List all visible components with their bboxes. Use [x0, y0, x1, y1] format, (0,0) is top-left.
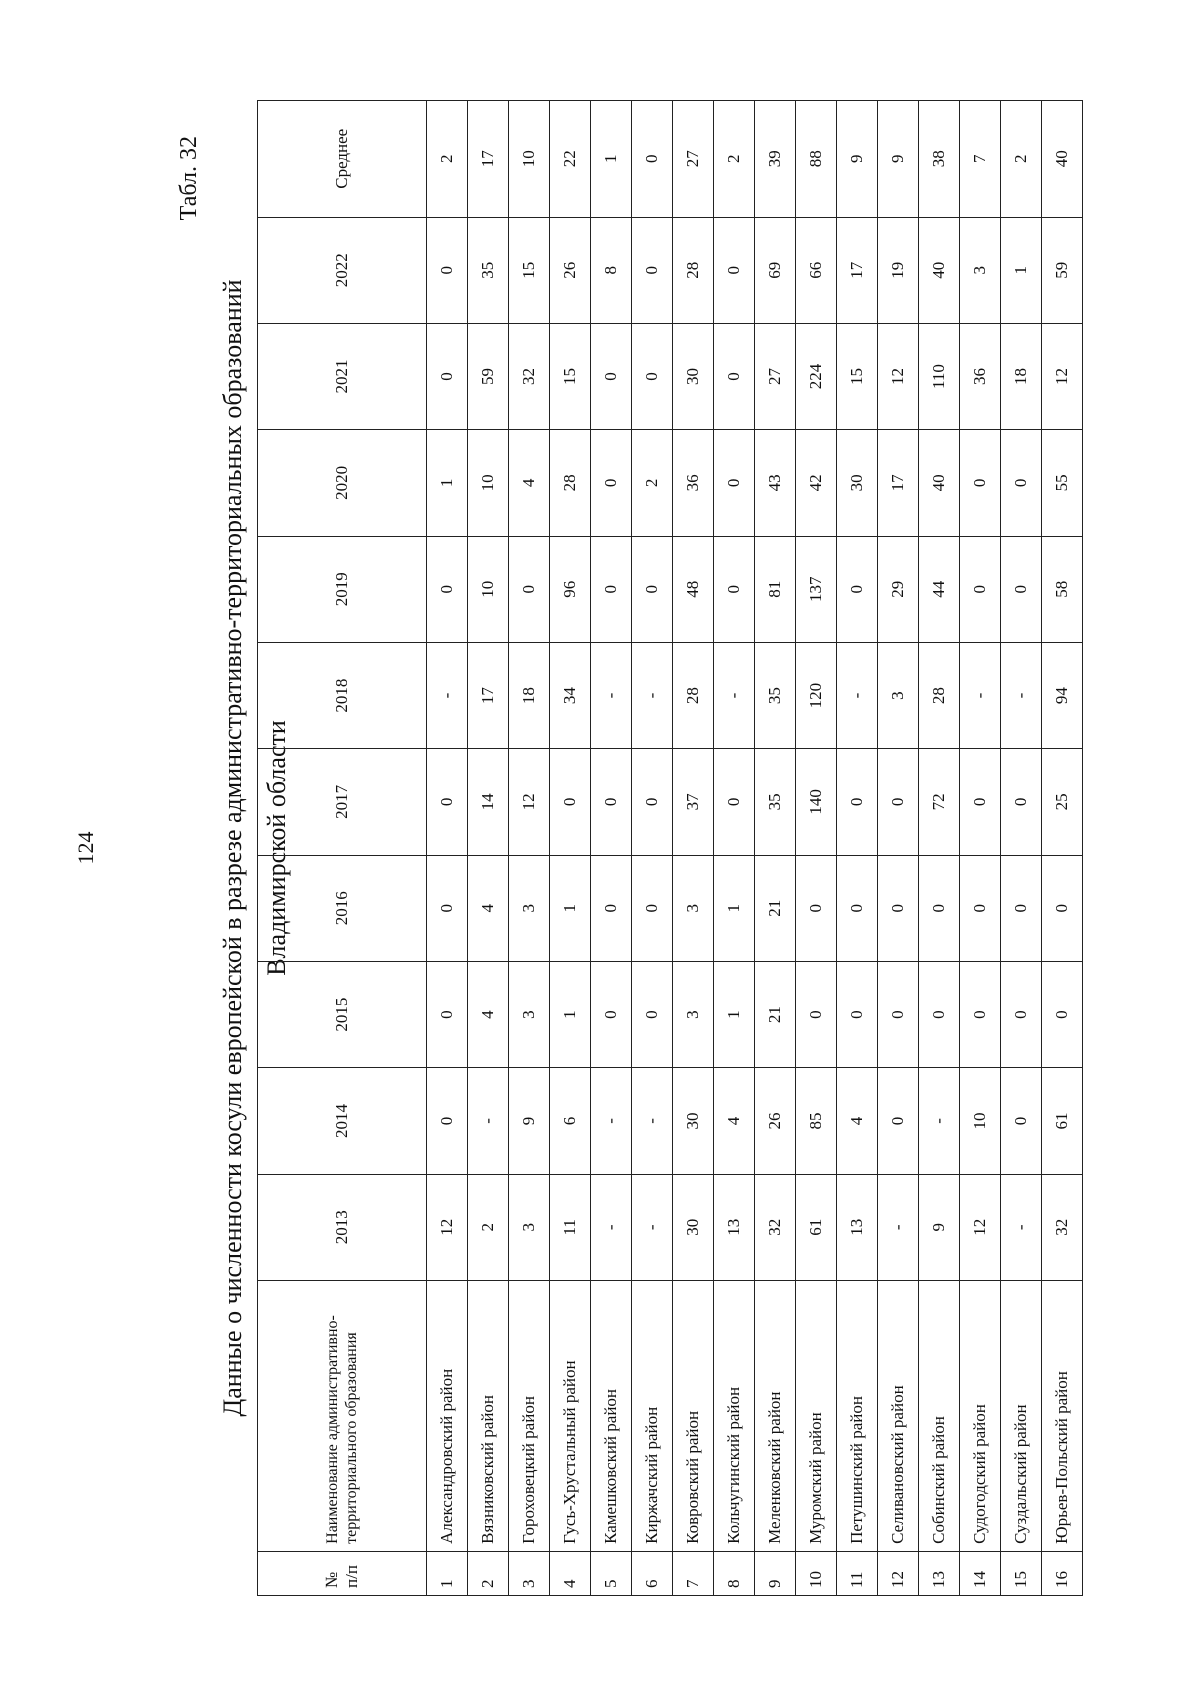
year-value: 0: [632, 855, 673, 961]
year-value: 28: [673, 642, 714, 748]
year-value: 85: [796, 1068, 837, 1174]
year-value: 8: [591, 217, 632, 323]
year-value: 0: [714, 536, 755, 642]
year-value: 0: [632, 749, 673, 855]
header-year: 2021: [258, 323, 427, 429]
year-value: 4: [468, 855, 509, 961]
year-value: 0: [837, 855, 878, 961]
header-year: 2019: [258, 536, 427, 642]
year-value: 0: [632, 323, 673, 429]
data-table-container: [257, 100, 1083, 1596]
year-value: 17: [878, 430, 919, 536]
table-row: [878, 101, 919, 1596]
table-label: Табл. 32: [176, 136, 202, 221]
year-value: -: [591, 1068, 632, 1174]
district-name: Суздальский район: [1001, 1280, 1042, 1551]
table-header-row: [258, 101, 427, 1596]
table-body: [427, 101, 1083, 1596]
year-value: 26: [550, 217, 591, 323]
header-year: 2015: [258, 961, 427, 1067]
year-value: 35: [468, 217, 509, 323]
header-year: 2018: [258, 642, 427, 748]
average-value: 9: [837, 101, 878, 218]
average-value: 7: [960, 101, 1001, 218]
year-value: 137: [796, 536, 837, 642]
year-value: 0: [878, 749, 919, 855]
year-value: 34: [550, 642, 591, 748]
year-value: 0: [960, 430, 1001, 536]
district-name: Гороховецкий район: [509, 1280, 550, 1551]
year-value: 3: [673, 855, 714, 961]
year-value: 40: [919, 430, 960, 536]
average-value: 27: [673, 101, 714, 218]
year-value: 0: [591, 536, 632, 642]
year-value: 224: [796, 323, 837, 429]
year-value: 21: [755, 855, 796, 961]
year-value: 0: [550, 749, 591, 855]
year-value: 0: [427, 536, 468, 642]
year-value: 59: [468, 323, 509, 429]
year-value: -: [591, 642, 632, 748]
year-value: 32: [1042, 1174, 1083, 1280]
row-number: 1: [427, 1551, 468, 1595]
year-value: 27: [755, 323, 796, 429]
district-name: Собинский район: [919, 1280, 960, 1551]
year-value: 29: [878, 536, 919, 642]
year-value: 12: [427, 1174, 468, 1280]
year-value: -: [591, 1174, 632, 1280]
year-value: 0: [837, 536, 878, 642]
average-value: 1: [591, 101, 632, 218]
table-row: [468, 101, 509, 1596]
year-value: 0: [714, 430, 755, 536]
table-title-line-1: Данные о численности косули европейской в разрезе административно-территориальных образований: [218, 279, 247, 1417]
year-value: 37: [673, 749, 714, 855]
table-row: [632, 101, 673, 1596]
year-value: 1: [427, 430, 468, 536]
year-value: 0: [714, 749, 755, 855]
year-value: 1: [550, 961, 591, 1067]
year-value: 61: [1042, 1068, 1083, 1174]
row-number: 2: [468, 1551, 509, 1595]
average-value: 38: [919, 101, 960, 218]
year-value: 17: [837, 217, 878, 323]
year-value: 0: [632, 217, 673, 323]
year-value: 3: [878, 642, 919, 748]
header-year: 2020: [258, 430, 427, 536]
district-name: Селивановский район: [878, 1280, 919, 1551]
year-value: 36: [960, 323, 1001, 429]
year-value: 14: [468, 749, 509, 855]
year-value: 10: [468, 430, 509, 536]
year-value: 3: [673, 961, 714, 1067]
year-value: 15: [550, 323, 591, 429]
average-value: 9: [878, 101, 919, 218]
year-value: 4: [468, 961, 509, 1067]
year-value: 0: [427, 323, 468, 429]
year-value: 28: [550, 430, 591, 536]
year-value: 110: [919, 323, 960, 429]
year-value: 1: [714, 855, 755, 961]
year-value: 0: [1042, 855, 1083, 961]
year-value: 0: [878, 1068, 919, 1174]
row-number: 3: [509, 1551, 550, 1595]
district-name: Гусь-Хрустальный район: [550, 1280, 591, 1551]
year-value: 0: [591, 749, 632, 855]
year-value: 25: [1042, 749, 1083, 855]
year-value: 69: [755, 217, 796, 323]
year-value: 15: [837, 323, 878, 429]
year-value: 36: [673, 430, 714, 536]
district-name: Вязниковский район: [468, 1280, 509, 1551]
year-value: 3: [509, 855, 550, 961]
year-value: 0: [960, 536, 1001, 642]
average-value: 40: [1042, 101, 1083, 218]
year-value: 28: [919, 642, 960, 748]
table-row: [550, 101, 591, 1596]
year-value: 4: [509, 430, 550, 536]
row-number: 16: [1042, 1551, 1083, 1595]
year-value: 30: [673, 1174, 714, 1280]
table-row: [427, 101, 468, 1596]
year-value: 0: [591, 961, 632, 1067]
year-value: 43: [755, 430, 796, 536]
district-name: Судогодский район: [960, 1280, 1001, 1551]
year-value: 94: [1042, 642, 1083, 748]
year-value: 26: [755, 1068, 796, 1174]
year-value: 3: [509, 1174, 550, 1280]
year-value: -: [714, 642, 755, 748]
year-value: 13: [714, 1174, 755, 1280]
year-value: 32: [509, 323, 550, 429]
table-row: [714, 101, 755, 1596]
year-value: 3: [509, 961, 550, 1067]
year-value: 0: [1001, 749, 1042, 855]
year-value: 15: [509, 217, 550, 323]
average-value: 39: [755, 101, 796, 218]
year-value: 55: [1042, 430, 1083, 536]
district-name: Камешковский район: [591, 1280, 632, 1551]
year-value: 2: [632, 430, 673, 536]
roe-deer-population-table: [257, 100, 1083, 1596]
year-value: 0: [714, 217, 755, 323]
year-value: -: [1001, 1174, 1042, 1280]
district-name: Киржачский район: [632, 1280, 673, 1551]
year-value: 32: [755, 1174, 796, 1280]
year-value: 0: [919, 855, 960, 961]
row-number: 14: [960, 1551, 1001, 1595]
year-value: 30: [837, 430, 878, 536]
year-value: 1: [714, 961, 755, 1067]
table-row: [837, 101, 878, 1596]
year-value: 66: [796, 217, 837, 323]
table-row: [1001, 101, 1042, 1596]
year-value: 35: [755, 642, 796, 748]
header-year: 2017: [258, 749, 427, 855]
year-value: 59: [1042, 217, 1083, 323]
header-year: 2013: [258, 1174, 427, 1280]
year-value: 0: [632, 961, 673, 1067]
year-value: 30: [673, 1068, 714, 1174]
year-value: 2: [468, 1174, 509, 1280]
year-value: 0: [509, 536, 550, 642]
year-value: 10: [468, 536, 509, 642]
year-value: 0: [427, 961, 468, 1067]
year-value: 0: [1001, 855, 1042, 961]
year-value: -: [427, 642, 468, 748]
year-value: 12: [509, 749, 550, 855]
year-value: 4: [837, 1068, 878, 1174]
year-value: 4: [714, 1068, 755, 1174]
row-number: 4: [550, 1551, 591, 1595]
row-number: 15: [1001, 1551, 1042, 1595]
header-num: № п/п: [258, 1551, 427, 1595]
table-title-line-2: Владимирской области: [262, 720, 291, 976]
year-value: 0: [427, 855, 468, 961]
year-value: -: [632, 1174, 673, 1280]
year-value: 0: [1001, 536, 1042, 642]
district-name: Юрьев-Польский район: [1042, 1280, 1083, 1551]
year-value: 0: [427, 749, 468, 855]
year-value: 0: [427, 217, 468, 323]
district-name: Муромский район: [796, 1280, 837, 1551]
year-value: 1: [1001, 217, 1042, 323]
average-value: 2: [1001, 101, 1042, 218]
year-value: -: [468, 1068, 509, 1174]
row-number: 9: [755, 1551, 796, 1595]
district-name: Ковровский район: [673, 1280, 714, 1551]
year-value: 0: [1001, 961, 1042, 1067]
year-value: 11: [550, 1174, 591, 1280]
row-number: 10: [796, 1551, 837, 1595]
header-year: 2014: [258, 1068, 427, 1174]
year-value: -: [878, 1174, 919, 1280]
year-value: 0: [591, 323, 632, 429]
year-value: 61: [796, 1174, 837, 1280]
year-value: 0: [427, 1068, 468, 1174]
average-value: 0: [632, 101, 673, 218]
year-value: -: [837, 642, 878, 748]
table-row: [673, 101, 714, 1596]
year-value: 48: [673, 536, 714, 642]
year-value: 12: [878, 323, 919, 429]
year-value: 0: [837, 961, 878, 1067]
year-value: 18: [509, 642, 550, 748]
year-value: 0: [796, 961, 837, 1067]
table-row: [591, 101, 632, 1596]
year-value: 96: [550, 536, 591, 642]
year-value: -: [960, 642, 1001, 748]
row-number: 8: [714, 1551, 755, 1595]
row-number: 6: [632, 1551, 673, 1595]
year-value: 19: [878, 217, 919, 323]
district-name: Кольчугинский район: [714, 1280, 755, 1551]
year-value: 0: [1001, 430, 1042, 536]
year-value: 28: [673, 217, 714, 323]
header-name: Наименование административно-территориального образования: [258, 1280, 427, 1551]
year-value: -: [919, 1068, 960, 1174]
year-value: 9: [509, 1068, 550, 1174]
district-name: Петушинский район: [837, 1280, 878, 1551]
year-value: 0: [1042, 961, 1083, 1067]
table-row: [1042, 101, 1083, 1596]
header-year: 2022: [258, 217, 427, 323]
year-value: 0: [796, 855, 837, 961]
table-row: [509, 101, 550, 1596]
average-value: 2: [427, 101, 468, 218]
average-value: 2: [714, 101, 755, 218]
year-value: 21: [755, 961, 796, 1067]
year-value: 0: [960, 749, 1001, 855]
year-value: 12: [960, 1174, 1001, 1280]
year-value: 0: [591, 855, 632, 961]
year-value: 1: [550, 855, 591, 961]
year-value: 30: [673, 323, 714, 429]
year-value: 6: [550, 1068, 591, 1174]
year-value: 0: [878, 855, 919, 961]
year-value: 0: [1001, 1068, 1042, 1174]
year-value: 44: [919, 536, 960, 642]
row-number: 5: [591, 1551, 632, 1595]
header-year: 2016: [258, 855, 427, 961]
district-name: Александровский район: [427, 1280, 468, 1551]
year-value: 0: [878, 961, 919, 1067]
average-value: 17: [468, 101, 509, 218]
row-number: 7: [673, 1551, 714, 1595]
year-value: 58: [1042, 536, 1083, 642]
year-value: 0: [960, 961, 1001, 1067]
year-value: -: [632, 1068, 673, 1174]
year-value: 0: [591, 430, 632, 536]
year-value: 42: [796, 430, 837, 536]
year-value: 3: [960, 217, 1001, 323]
year-value: 0: [837, 749, 878, 855]
table-row: [796, 101, 837, 1596]
row-number: 13: [919, 1551, 960, 1595]
header-average: Среднее: [258, 101, 427, 218]
table-row: [919, 101, 960, 1596]
year-value: 40: [919, 217, 960, 323]
year-value: -: [632, 642, 673, 748]
year-value: 17: [468, 642, 509, 748]
table-row: [960, 101, 1001, 1596]
row-number: 11: [837, 1551, 878, 1595]
year-value: 35: [755, 749, 796, 855]
average-value: 10: [509, 101, 550, 218]
page-number: 124: [73, 831, 98, 865]
row-number: 12: [878, 1551, 919, 1595]
year-value: -: [1001, 642, 1042, 748]
district-name: Меленковский район: [755, 1280, 796, 1551]
average-value: 88: [796, 101, 837, 218]
year-value: 0: [632, 536, 673, 642]
average-value: 22: [550, 101, 591, 218]
year-value: 120: [796, 642, 837, 748]
year-value: 140: [796, 749, 837, 855]
year-value: 9: [919, 1174, 960, 1280]
year-value: 10: [960, 1068, 1001, 1174]
year-value: 13: [837, 1174, 878, 1280]
year-value: 18: [1001, 323, 1042, 429]
year-value: 0: [714, 323, 755, 429]
year-value: 0: [960, 855, 1001, 961]
year-value: 0: [919, 961, 960, 1067]
year-value: 12: [1042, 323, 1083, 429]
year-value: 72: [919, 749, 960, 855]
year-value: 81: [755, 536, 796, 642]
table-row: [755, 101, 796, 1596]
